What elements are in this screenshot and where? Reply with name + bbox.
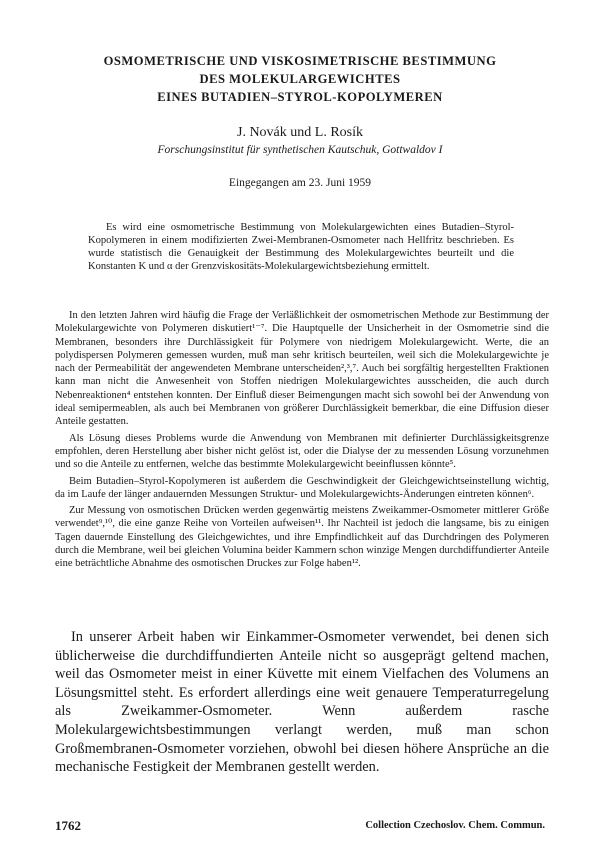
journal-name: Collection Czechoslov. Chem. Commun. [365,820,545,831]
title-line-3: EINES BUTADIEN–STYROL-KOPOLYMEREN [157,90,443,104]
received-date: Eingegangen am 23. Juni 1959 [228,177,372,189]
paper-title [40,52,560,106]
body-paragraph-4: Zur Messung von osmotischen Drücken werden gegenwärtig meistens Zweikammer-Osmometer mittlerer Größe verwendet⁹,¹⁰, die eine ganze Reihe von Vorteilen aufweisen¹¹. Ihr Nachteil ist jedoch die langsame, bis zu einigen Tagen dauernde Einstellung des Gleichgewichtes, und ihre Empfindlichkeit auf das Durchdringen des Polymeren durch die Membrane, weil bei gleichen Volumina beider Kammern schon winzige Mengen durchdiffundierter Anteile eine beträchtliche Abnahme des osmotischen Druckes zur Folge haben¹². [55,505,549,570]
abstract: Es wird eine osmometrische Bestimmung von Molekulargewichten eines Butadien–Styrol-Kopolymeren in einem modifizierten Zwei-Membranen-Osmometer nach Hellfritz beschrieben. Es wurde statistisch die Genauigkeit der Bestimmung des Molekulargewichtes beurteilt und die Konstanten K und α der Grenzviskositäts-Molekulargewichtsbeziehung ermittelt. [88,221,514,273]
title-line-2: DES MOLEKULARGEWICHTES [199,72,401,86]
body-paragraph-2: Als Lösung dieses Problems wurde die Anwendung von Membranen mit definierter Durchlässigkeitsgrenze empfohlen, deren Herstellung aber bisher nicht gelöst ist, oder die Dialyse der zu messenden Lösung vorzunehmen und so die Anteile zu entfernen, welche das bestimmte Molekulargewicht beeinflussen könnte⁵. [55,432,549,471]
body-text [55,309,549,574]
body-paragraph-3: Beim Butadien–Styrol-Kopolymeren ist außerdem die Geschwindigkeit der Gleichgewichtseinstellung wichtig, da im Laufe der länger andauernden Messungen Struktur- und Molekulargewichts-Änderungen eintreten können⁶. [55,475,549,500]
title-line-1: OSMOMETRISCHE UND VISKOSIMETRISCHE BESTIMMUNG [103,54,497,68]
body-paragraph-1: In den letzten Jahren wird häufig die Frage der Verläßlichkeit der osmometrischen Methode zur Bestimmung der Molekulargewichte von Polymeren diskutiert¹⁻⁷. Die Hauptquelle der Unsicherheit in der Osmometrie sind die Membranen, besonders ihre Durchlässigkeit für Polymere von niedrigem Molekulargewicht. Werte, die an polydispersen Polymeren gemessen wurden, muß man sehr kritisch beurteilen, weil sich die Molekulargewichte je nach der Permeabilität der angewendeten Membrane unterscheiden²,³,⁷. Auch bei sorgfältig hergestellten Fraktionen kann man nicht die Anwesenheit von Stoffen niedrigen Molekulargewichtes ausscheiden, die auch durch Nebenreaktionen⁴ entstehen konnten. Der Einfluß dieser Beimengungen macht sich sowohl bei der Anwendung von ideal semipermeablen, als auch bei Membranen von größerer Durchlässigkeit bemerkbar, die eine Diffusion dieser Anteile gestatten. [55,310,549,428]
large-paragraph: In unserer Arbeit haben wir Einkammer-Osmometer verwendet, bei denen sich üblicherweise die durchdiffundierten Anteile nicht so ausgeprägt geltend machen, weil das Osmometer meist in einer Küvette mit einem Vielfachen des Volumens an Lösungsmittel steht. Es erfordert allerdings eine weit genauere Temperaturregelung als Zweikammer-Osmometer. Wenn außerdem rasche Molekulargewichtsbestimmungen verlangt werden, muß man schon Großmembranen-Osmometer vorziehen, obwohl bei diesen höhere Ansprüche an die mechanische Festigkeit der Membranen gestellt werden. [55,629,549,776]
page-number: 1762 [55,818,81,833]
affiliation: Forschungsinstitut für synthetischen Kautschuk, Gottwaldov I [157,144,443,156]
authors: J. Novák und L. Rosík [237,125,363,140]
